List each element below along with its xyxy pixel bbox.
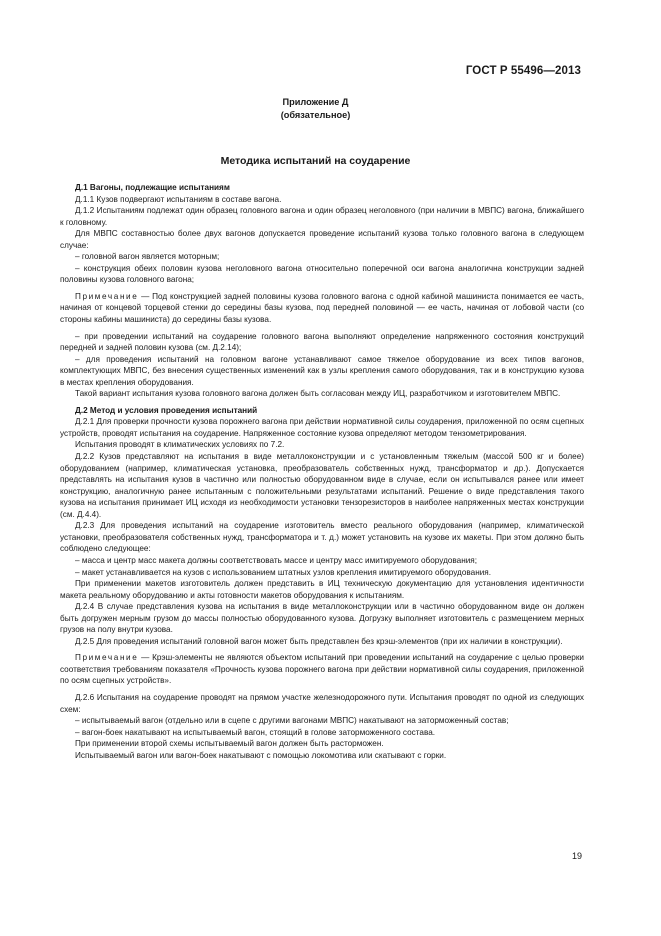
paragraph: Испытания проводят в климатических условиях по 7.2. — [75, 440, 285, 450]
standard-number: ГОСТ Р 55496—2013 — [465, 65, 581, 77]
appendix-status: (обязательное) — [280, 110, 351, 120]
paragraph: Д.2.3 Для проведения испытаний на соударение изготовитель вместо реального оборудования (например, климатической установки, преобразователя собственных нужд, трансформатора и т. д.) может установить на кузове их макеты. При этом должно быть соблюдено следующее: — [60, 521, 584, 554]
paragraph: Д.1.2 Испытаниям подлежат один образец головного вагона и один образец неголовного (при наличии в МВПС) вагона, ближайшего к головному. — [60, 206, 584, 227]
list-item: – вагон-боек накатывают на испытываемый вагон, стоящий в голове заторможенного состава. — [75, 727, 436, 737]
note-label: Примечание — [75, 291, 139, 301]
note — [60, 652, 584, 687]
page-number: 19 — [571, 851, 582, 861]
body-text — [60, 182, 584, 761]
paragraph: При применении второй схемы испытываемый вагон должен быть расторможен. — [75, 739, 384, 749]
note-label: Примечание — [75, 653, 139, 663]
note-text: — Под конструкцией задней половины кузова головного вагона с одной кабиной машиниста понимается ее часть, начиная от концевой торцевой стенки до середины базы кузова, под передней половиной — ее часть, начиная от лобовой части (со стороны кабины машиниста) до середины базы кузова. — [60, 291, 584, 325]
list-item: – для проведения испытаний на головном вагоне устанавливают самое тяжелое оборудование из всех типов вагонов, комплектующих МВПС, без внесения существенных изменений как в узлы крепления самого оборудования, так и в конструкцию кузова в местах крепления оборудования. — [60, 354, 584, 387]
list-item: – макет устанавливается на кузов с использованием штатных узлов крепления имитируемого оборудования. — [75, 567, 491, 577]
note — [60, 291, 584, 326]
paragraph: Д.2.6 Испытания на соударение проводят на прямом участке железнодорожного пути. Испытания проводят по одной из следующих схем: — [60, 692, 584, 714]
section-title: Методика испытаний на соударение — [220, 155, 411, 167]
paragraph: При применении макетов изготовитель должен представить в ИЦ техническую документацию для установления идентичности макета реальному оборудованию и акты готовности макетов оборудования к испытаниям. — [60, 579, 584, 600]
clause-heading: Д.2 Метод и условия проведения испытаний — [75, 405, 258, 415]
paragraph: Д.2.5 Для проведения испытаний головной вагон может быть представлен без крэш-элементов (при их наличии в конструкции). — [75, 636, 563, 646]
appendix-label: Приложение Д — [282, 97, 349, 107]
list-item: – масса и центр масс макета должны соответствовать массе и центру масс имитируемого оборудования; — [75, 555, 478, 565]
paragraph: Для МВПС составностью более двух вагонов допускается проведение испытаний кузова только головного вагона в следующем случае: — [60, 229, 584, 250]
list-item: – испытываемый вагон (отдельно или в сцепе с другими вагонами МВПС) накатывают на заторможенный состав; — [75, 716, 509, 726]
list-item: – головной вагон является моторным; — [75, 252, 220, 262]
note-text: — Крэш-элементы не являются объектом испытаний при проведении испытаний на соударение с целью проверки соответствия требованиям показателя «Прочность кузова порожнего вагона при действии нормативной силы соударения, приложенной по осям сцепных устройств». — [60, 653, 584, 686]
paragraph: Д.2.2 Кузов представляют на испытания в виде металлоконструкции и с установленным тяжелым (массой 500 кг и более) оборудованием (например, климатическая установка, преобразователь собственных нужд, трансформатор и др.). Допускается представлять на испытания кузов в частично или полностью оборудованном виде в случае, если он испытывался ранее или имеет конструкцию, аналогичную ранее испытанным с положительными результатами испытаний. Решение о виде представления такого кузова на испытания принимает ИЦ исходя из необходимости установки тензорезисторов в наиболее напряженных местах конструкции (см. Д.4.4). — [60, 452, 584, 519]
paragraph: Д.2.1 Для проверки прочности кузова порожнего вагона при действии нормативной силы соударения, приложенной по осям сцепных устройств, проводят испытания на соударение. Напряженное состояние кузова определяют методом тензометрирования. — [60, 417, 584, 438]
clause-heading: Д.1 Вагоны, подлежащие испытаниям — [75, 183, 230, 192]
paragraph: Такой вариант испытания кузова головного вагона должен быть согласован между ИЦ, разработчиком и изготовителем МВПС. — [75, 389, 561, 399]
paragraph: Д.1.1 Кузов подвергают испытаниям в составе вагона. — [75, 194, 282, 204]
paragraph: Испытываемый вагон или вагон-боек накатывают с помощью локомотива или скатывают с горки. — [75, 750, 447, 760]
appendix-heading — [0, 96, 631, 122]
list-item: – конструкция обеих половин кузова неголовного вагона относительно поперечной оси вагона аналогична конструкции задней половины кузова головного вагона; — [60, 263, 584, 285]
paragraph: Д.2.4 В случае представления кузова на испытания в виде металлоконструкции или в частично оборудованном виде он должен быть догружен мерным грузом до массы полностью оборудованного кузова. Догрузку выполняет изготовитель с размещением мерных грузов на полу внутри кузова. — [60, 602, 584, 635]
list-item: – при проведении испытаний на соударение головного вагона выполняют определение напряженного состояния конструкций передней и задней половин кузова (см. Д.2.14); — [60, 331, 584, 353]
